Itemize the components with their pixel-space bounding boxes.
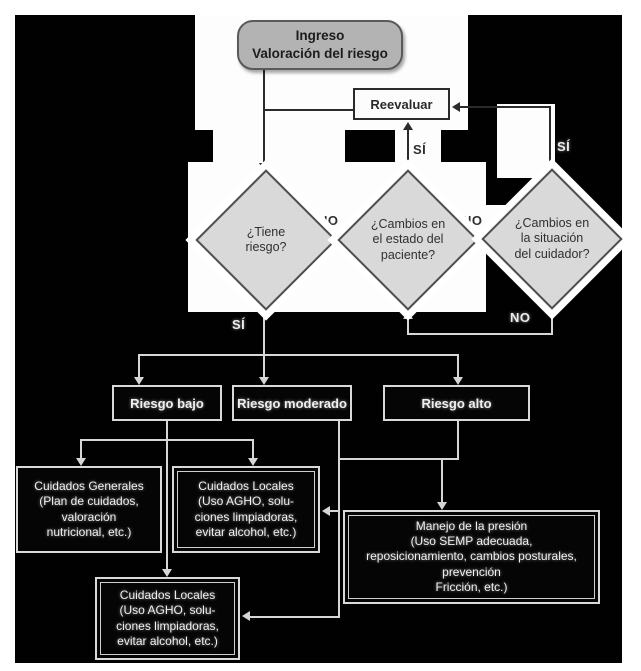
edge-ingreso-to-tiene: [263, 70, 265, 165]
riesgo-moderado-label: Riesgo moderado: [237, 395, 347, 411]
node-cuidados-locales-superior: Cuidados Locales (Uso AGHO, solu- ciones limpiadoras, evitar alcohol, etc.): [172, 466, 320, 553]
node-riesgo-bajo: [112, 385, 222, 421]
label-no-tiene: NO: [318, 213, 339, 228]
edge-no-loop-horizontal: [407, 333, 553, 335]
label-no-paciente: NO: [462, 213, 483, 228]
arrowhead-into-locales-sup-right-icon: [322, 506, 330, 516]
label-si-paciente: SÍ: [413, 142, 427, 157]
node-riesgo-alto: [383, 385, 530, 421]
tiene-riesgo-text: ¿Tiene riesgo?: [245, 224, 287, 254]
halo-elbow: [497, 104, 555, 178]
arrowhead-into-locales-inf-right-icon: [242, 611, 250, 621]
edge-to-manejo: [441, 458, 443, 503]
edge-cuidador-si-horizontal: [458, 106, 550, 108]
cambios-paciente-text: ¿Cambios en el estado del paciente?: [370, 217, 446, 262]
edge-si-tiene-down: [263, 308, 265, 378]
edge-to-locales-sup: [252, 439, 254, 459]
arrowhead-into-locales-inf-top-icon: [162, 569, 172, 577]
edge-alto-down: [457, 421, 459, 460]
edge-risk-split: [138, 354, 458, 356]
reevaluar-label: Reevaluar: [370, 96, 433, 112]
riesgo-alto-label: Riesgo alto: [421, 395, 492, 411]
node-manejo-presion: Manejo de la presión (Uso SEMP adecuada, reposicionamiento, cambios posturales, prevención Fricción, etc.): [343, 510, 600, 604]
edge-bajo-split: [80, 439, 254, 441]
node-cuidados-locales-inferior: Cuidados Locales (Uso AGHO, solu- ciones limpiadoras, evitar alcohol, etc.): [95, 577, 240, 660]
edge-paciente-si-vertical: [407, 128, 409, 170]
arrowhead-into-alto-icon: [453, 377, 463, 385]
cambios-cuidador-text: ¿Cambios en la situación del cuidador?: [514, 216, 590, 261]
label-si-cuidador: SÍ: [557, 139, 571, 154]
edge-into-locales-inf-right: [248, 616, 340, 618]
arrowhead-into-reevaluar-right-icon: [452, 102, 460, 112]
node-cambios-paciente: [338, 170, 478, 310]
arrowhead-into-reevaluar-bottom-icon: [403, 122, 413, 130]
node-ingreso: Ingreso Valoración del riesgo: [237, 20, 403, 70]
edge-bajo-down-long: [166, 421, 168, 570]
edge-to-alto: [457, 354, 459, 378]
edge-to-generales: [80, 439, 82, 459]
label-si-tiene: SÍ: [232, 317, 246, 332]
arrowhead-into-bajo-icon: [134, 377, 144, 385]
node-tiene-riesgo: [196, 170, 336, 310]
node-reevaluar: [353, 88, 450, 120]
arrowhead-loop-into-paciente-icon: [403, 311, 413, 319]
edge-to-bajo: [138, 354, 140, 378]
label-no-cuidador: NO: [510, 310, 531, 325]
edge-junction-to-reevaluar: [264, 109, 354, 111]
arrowhead-into-locales-sup-icon: [248, 458, 258, 466]
node-cambios-cuidador: [482, 169, 622, 309]
arrowhead-into-generales-icon: [76, 458, 86, 466]
node-cuidados-generales: Cuidados Generales (Plan de cuidados, valoración nutricional, etc.): [16, 466, 162, 553]
edge-no-loop-up: [407, 318, 409, 334]
edge-cuidador-si-vertical: [549, 106, 551, 170]
arrowhead-into-manejo-icon: [437, 502, 447, 510]
edge-moderado-down: [338, 421, 340, 618]
edge-no-cuidador-down: [551, 308, 553, 334]
arrowhead-into-moderado-icon: [259, 377, 269, 385]
node-riesgo-moderado: [232, 385, 352, 421]
riesgo-bajo-label: Riesgo bajo: [130, 395, 204, 411]
